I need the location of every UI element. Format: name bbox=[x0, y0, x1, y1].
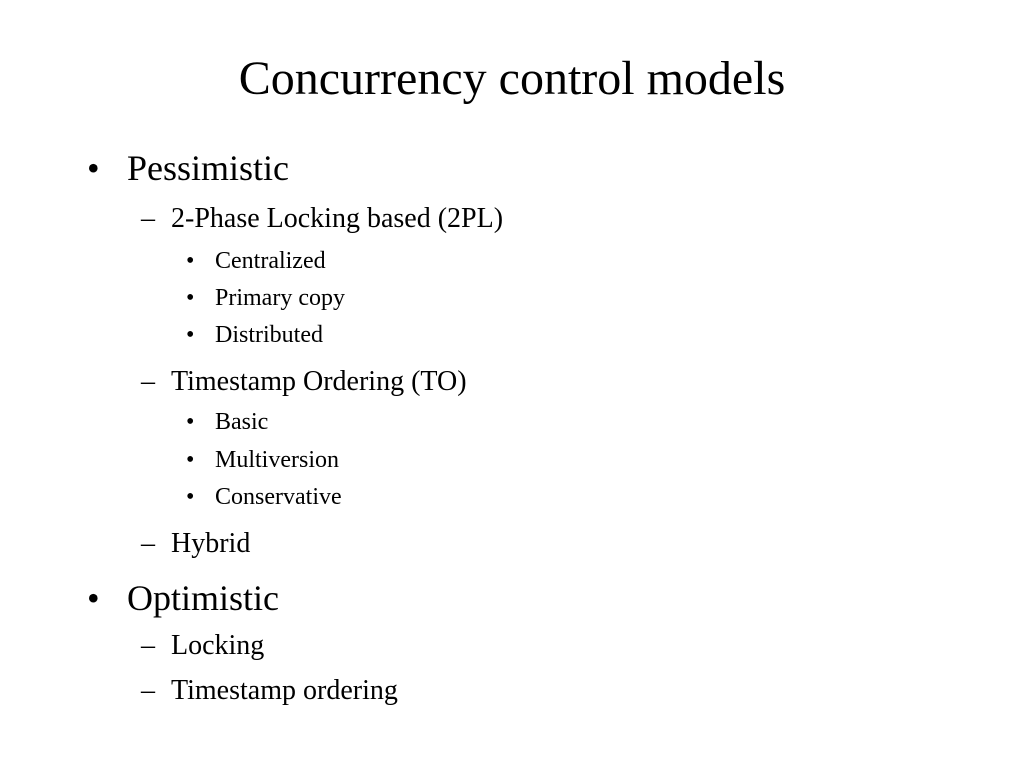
bullet-icon: • bbox=[186, 484, 195, 510]
bullet-icon: • bbox=[186, 285, 195, 311]
dash-icon: – bbox=[141, 528, 155, 559]
sub-sub-item-label: Primary copy bbox=[215, 285, 345, 311]
sub-item-label: Hybrid bbox=[171, 528, 251, 559]
bullet-icon: • bbox=[186, 409, 195, 435]
sub-sub-item-label: Conservative bbox=[215, 484, 342, 510]
dash-icon: – bbox=[141, 630, 155, 661]
sub-sub-item-label: Basic bbox=[215, 409, 269, 435]
dash-icon: – bbox=[141, 366, 155, 397]
sub-item-label: Locking bbox=[171, 630, 265, 661]
sub-sub-item-label: Centralized bbox=[215, 248, 326, 274]
bullet-icon: • bbox=[186, 322, 195, 348]
bullet-label: Pessimistic bbox=[127, 148, 290, 188]
sub-sub-item-label: Multiversion bbox=[215, 447, 339, 473]
bullet-label: Optimistic bbox=[127, 578, 279, 618]
slide-title: Concurrency control models bbox=[238, 52, 786, 105]
bullet-icon: • bbox=[186, 248, 195, 274]
sub-sub-item-label: Distributed bbox=[215, 322, 323, 348]
bullet-icon: • bbox=[87, 578, 100, 618]
dash-icon: – bbox=[141, 203, 155, 234]
sub-item-label: 2-Phase Locking based (2PL) bbox=[171, 203, 504, 234]
dash-icon: – bbox=[141, 675, 155, 706]
sub-item-label: Timestamp Ordering (TO) bbox=[171, 366, 467, 397]
bullet-icon: • bbox=[186, 447, 195, 473]
bullet-icon: • bbox=[87, 148, 100, 188]
sub-item-label: Timestamp ordering bbox=[171, 675, 398, 706]
